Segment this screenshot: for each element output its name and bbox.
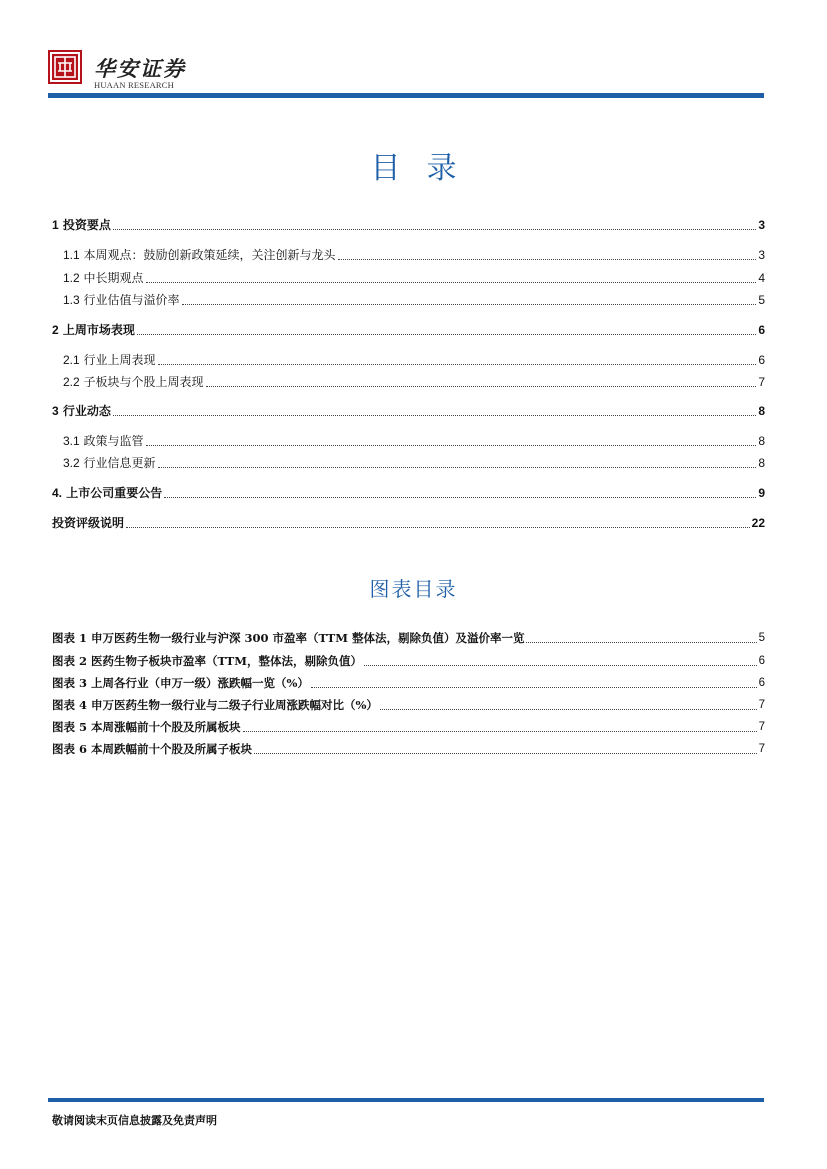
toc-entry-text: 行业估值与溢价率 — [83, 293, 180, 307]
toc-entry-label — [63, 270, 144, 286]
toc-entry-text: 政策与监管 — [83, 434, 144, 448]
dot-leader — [158, 363, 757, 365]
dot-leader — [311, 686, 757, 688]
disclaimer-note: 敬请阅读末页信息披露及免责声明 — [52, 1114, 217, 1127]
toc-entry-number: 2.2 — [63, 375, 80, 389]
toc-entry[interactable] — [52, 247, 765, 263]
dot-leader — [182, 303, 757, 305]
toc-entry[interactable] — [52, 270, 765, 286]
figure-entry[interactable] — [52, 675, 765, 691]
toc-entry-text: 中长期观点 — [83, 271, 144, 285]
figure-entry-text: 图表 5 本周涨幅前十个股及所属板块 — [52, 720, 241, 734]
toc-entry-label — [63, 352, 156, 368]
toc-entry[interactable] — [52, 433, 765, 449]
toc-entry-label — [52, 485, 162, 501]
toc-entry[interactable] — [52, 352, 765, 368]
figure-entry-text: 图表 3 上周各行业（申万一级）涨跌幅一览（%） — [52, 676, 309, 690]
toc-entry[interactable] — [52, 515, 765, 531]
toc-entry-label — [63, 292, 180, 308]
dot-leader — [158, 466, 757, 468]
figure-page-number: 5 — [758, 632, 765, 644]
figure-page-number: 7 — [758, 699, 765, 711]
toc-entry-text: 上周市场表现 — [62, 323, 135, 337]
figure-entry[interactable] — [52, 630, 765, 646]
figure-entry-text: 图表 2 医药生物子板块市盈率（TTM，整体法，剔除负值） — [52, 654, 362, 668]
toc-page-number: 4 — [758, 271, 765, 285]
toc-entry-text: 行业上周表现 — [83, 353, 156, 367]
toc-entry-label — [63, 455, 156, 471]
toc-entry-number: 3.2 — [63, 456, 80, 470]
toc-entry[interactable] — [52, 217, 765, 233]
dot-leader — [380, 708, 757, 710]
dot-leader — [164, 496, 756, 498]
toc-entry-number: 1.3 — [63, 293, 80, 307]
toc-entry-label — [52, 403, 111, 419]
figure-page-number: 7 — [758, 721, 765, 733]
toc-entry-number: 1 — [52, 218, 59, 232]
toc-page-number: 6 — [758, 353, 765, 367]
toc-entry[interactable] — [52, 292, 765, 308]
figure-page-number: 6 — [758, 677, 765, 689]
toc-entry-number: 2.1 — [63, 353, 80, 367]
dot-leader — [146, 281, 757, 283]
dot-leader — [113, 414, 756, 416]
toc-entry[interactable] — [52, 455, 765, 471]
dot-leader — [206, 385, 757, 387]
figures-title: 图表目录 — [369, 577, 458, 601]
toc-page-number: 5 — [758, 293, 765, 307]
dot-leader — [526, 641, 756, 643]
footer-divider — [48, 1098, 764, 1102]
toc-entry[interactable] — [52, 403, 765, 419]
figure-entry-text: 图表 4 申万医药生物一级行业与二级子行业周涨跌幅对比（%） — [52, 698, 378, 712]
toc-entry-label — [52, 322, 135, 338]
toc-entry-label — [63, 433, 144, 449]
toc-entry[interactable] — [52, 374, 765, 390]
dot-leader — [254, 752, 757, 754]
dot-leader — [113, 228, 756, 230]
toc-entry-text: 本周观点：鼓励创新政策延续，关注创新与龙头 — [83, 248, 336, 262]
toc-entry-number: 2 — [52, 323, 59, 337]
figure-page-number: 6 — [758, 655, 765, 667]
toc-title: 目录 — [370, 151, 483, 186]
toc-page-number: 9 — [758, 486, 765, 500]
figure-entry[interactable] — [52, 719, 765, 735]
toc-entry-text: 投资评级说明 — [52, 516, 125, 530]
toc-entry-text: 上市公司重要公告 — [66, 486, 163, 500]
dot-leader — [364, 664, 757, 666]
toc-page-number: 8 — [758, 434, 765, 448]
toc-entry-number: 3.1 — [63, 434, 80, 448]
toc-entry-text: 子板块与个股上周表现 — [83, 375, 204, 389]
toc-entry[interactable] — [52, 322, 765, 338]
toc-entry[interactable] — [52, 485, 765, 501]
figure-entry[interactable] — [52, 697, 765, 713]
toc-entry-number: 1.1 — [63, 248, 80, 262]
toc-page-number: 7 — [758, 375, 765, 389]
toc-page-number: 8 — [758, 404, 765, 418]
dot-leader — [338, 258, 757, 260]
toc-page-number: 22 — [751, 516, 765, 530]
toc-entry-label — [63, 374, 204, 390]
figure-page-number: 7 — [758, 743, 765, 755]
header-divider — [48, 93, 764, 98]
dot-leader — [146, 444, 757, 446]
figure-entry-text: 图表 1 申万医药生物一级行业与沪深 300 市盈率（TTM 整体法，剔除负值）及溢价率一览 — [52, 631, 525, 645]
toc-page-number: 3 — [758, 248, 765, 262]
toc-entry-text: 投资要点 — [62, 218, 111, 232]
toc-entry-text: 行业动态 — [62, 404, 111, 418]
dot-leader — [243, 730, 757, 732]
toc-entry-number: 4. — [52, 486, 63, 500]
toc-entry-number: 3 — [52, 404, 59, 418]
toc-entry-text: 行业信息更新 — [83, 456, 156, 470]
toc-entry-label — [52, 515, 124, 531]
brand-name-cn: 华安证券 — [94, 56, 186, 81]
toc-page-number: 6 — [758, 323, 765, 337]
figure-entry[interactable] — [52, 741, 765, 757]
toc-entry-label — [63, 247, 336, 263]
figure-entry-text: 图表 6 本周跌幅前十个股及所属子板块 — [52, 742, 253, 756]
brand-name-en: HUAAN RESEARCH — [94, 80, 175, 90]
toc-page-number: 3 — [758, 218, 765, 232]
toc-entry-number: 1.2 — [63, 271, 80, 285]
dot-leader — [137, 333, 756, 335]
toc-entry-label — [52, 217, 111, 233]
figure-entry[interactable] — [52, 653, 765, 669]
huaan-seal-icon — [48, 50, 82, 84]
dot-leader — [126, 526, 750, 528]
toc-page-number: 8 — [758, 456, 765, 470]
